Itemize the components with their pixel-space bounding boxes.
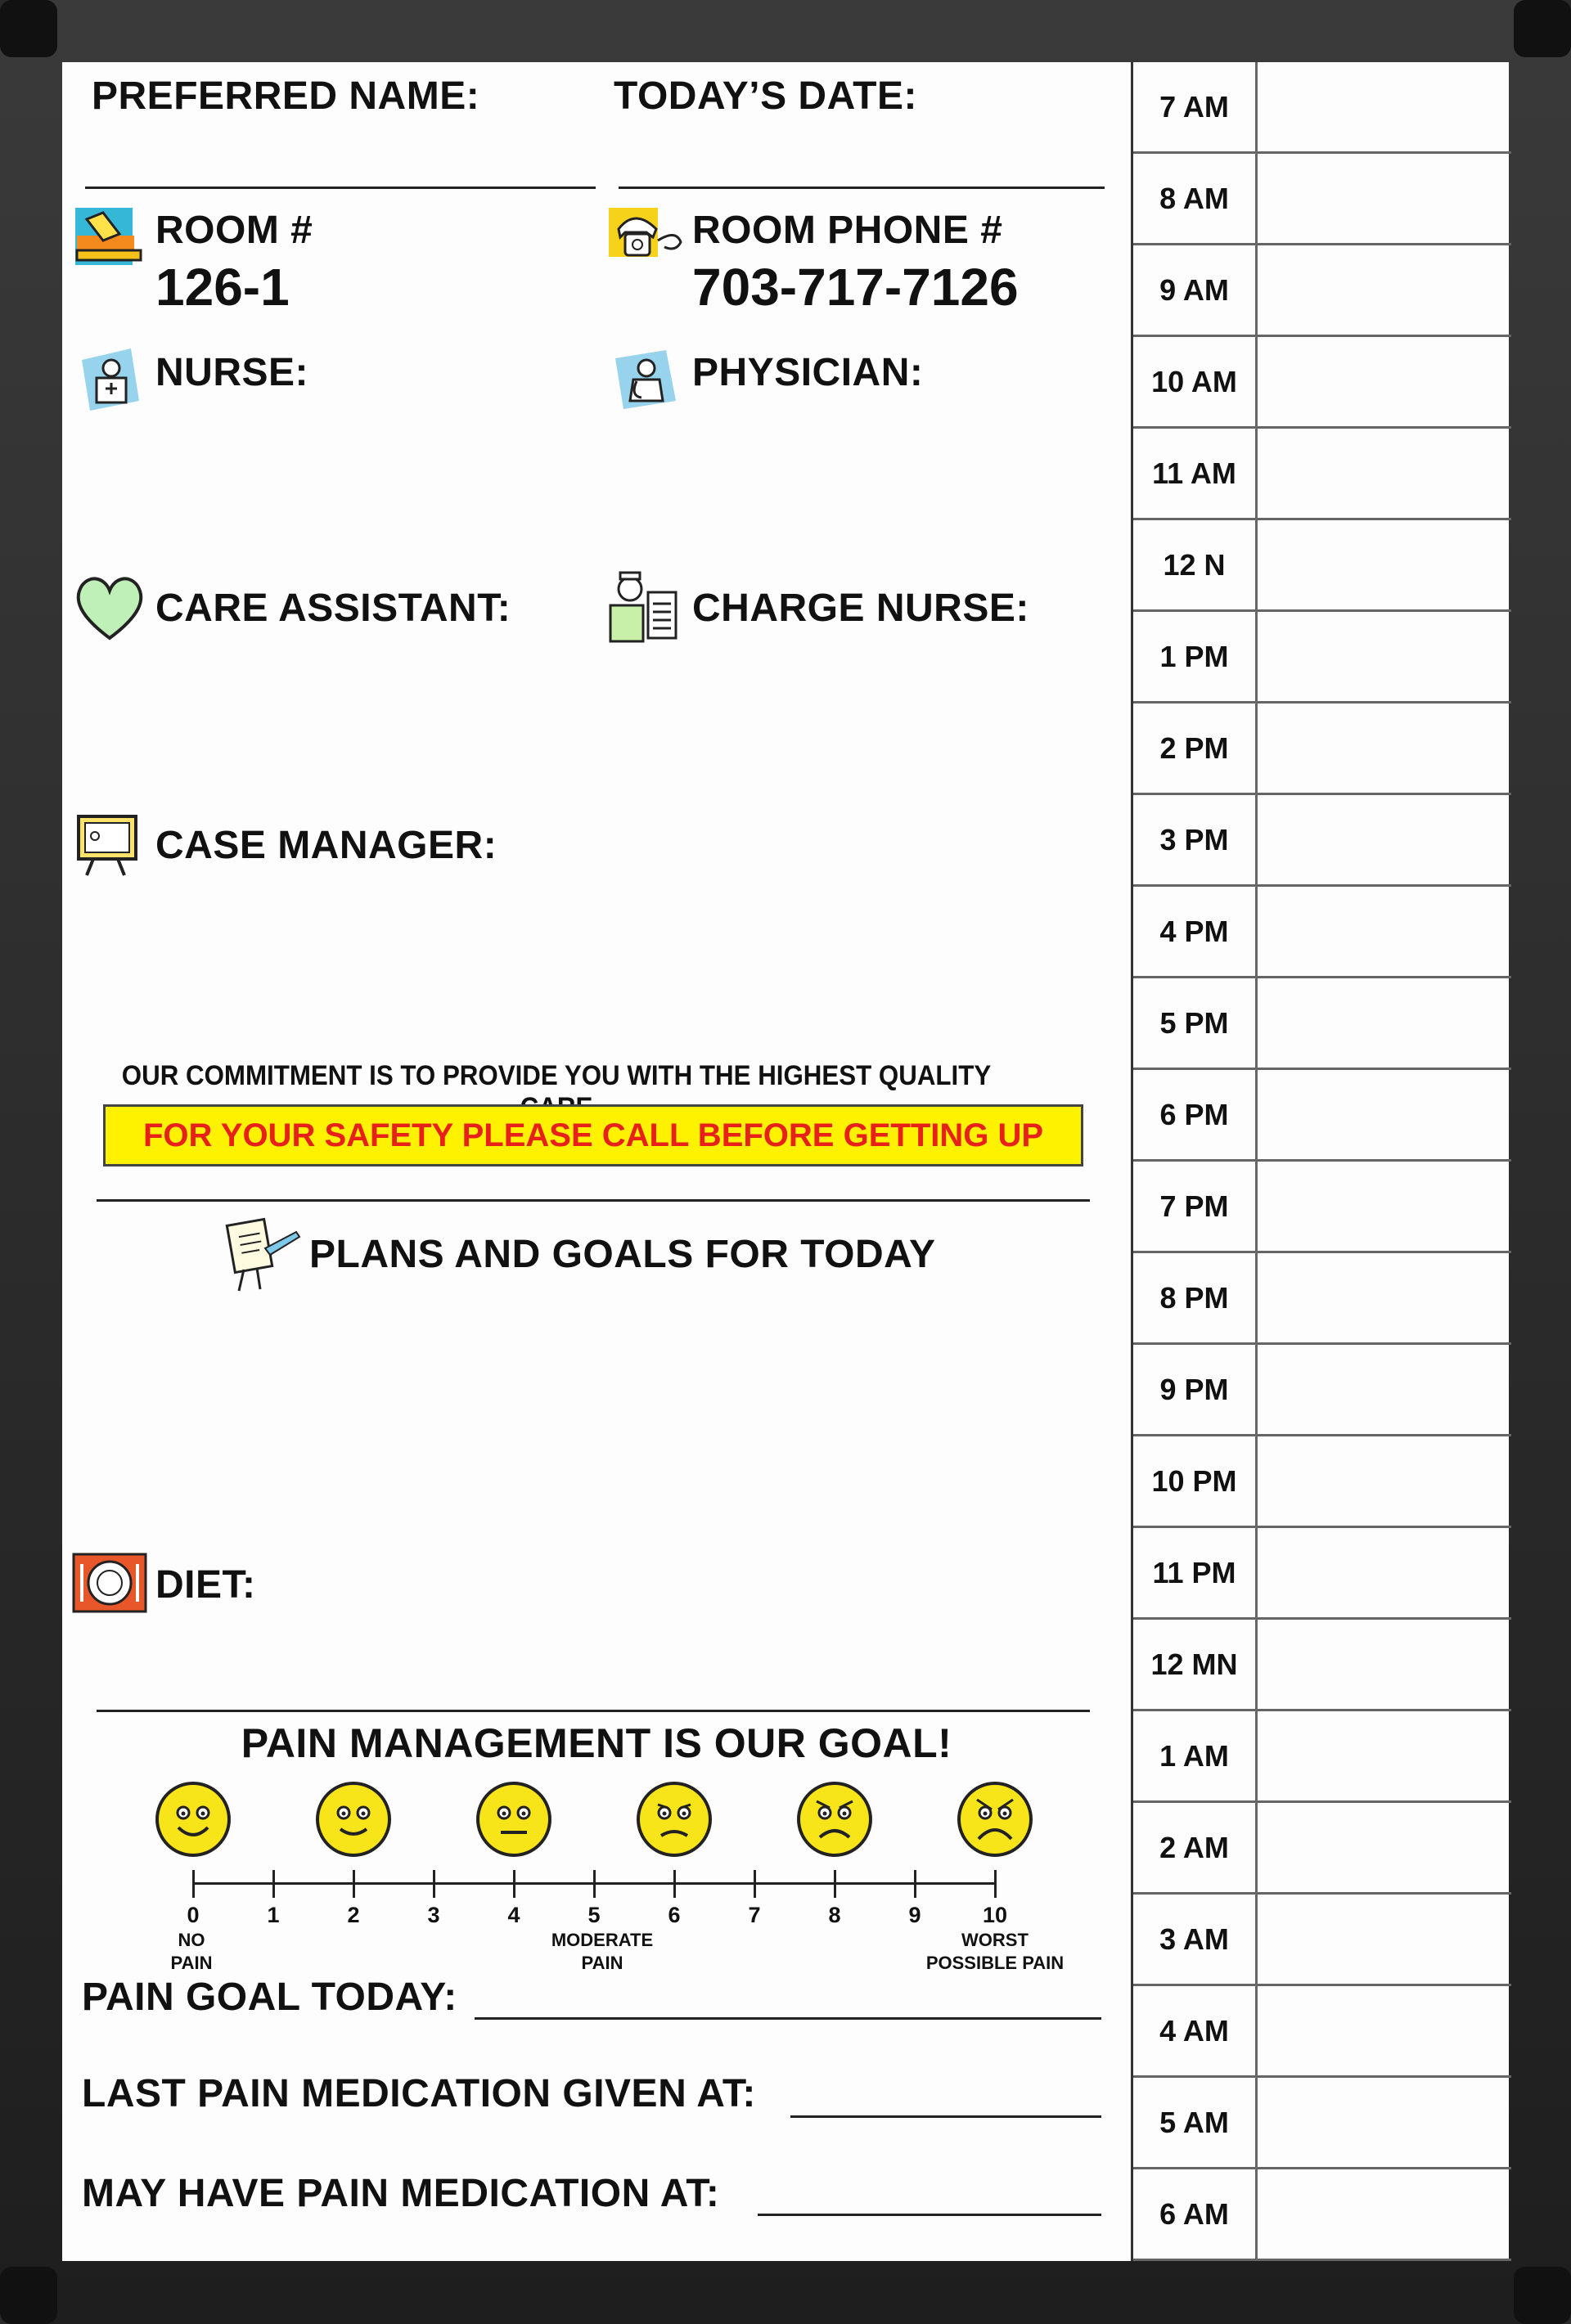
schedule-time: 11 AM	[1133, 429, 1258, 518]
plate-icon	[70, 1549, 149, 1616]
schedule-row	[1133, 337, 1511, 429]
scale-number: 4	[507, 1903, 520, 1927]
scale-tick	[834, 1870, 836, 1898]
room-label: ROOM #	[155, 209, 313, 252]
moderate-line-2: PAIN	[581, 1953, 623, 1973]
schedule-row	[1133, 62, 1511, 154]
notepad-icon	[223, 1216, 304, 1297]
schedule-row	[1133, 703, 1511, 795]
charge-nurse-icon	[605, 564, 687, 646]
charge-nurse-label: CHARGE NURSE:	[692, 587, 1029, 630]
scale-number: 1	[267, 1903, 280, 1927]
schedule-slot[interactable]	[1258, 795, 1511, 884]
scale-number: 5	[587, 1903, 601, 1927]
scale-tick	[593, 1870, 596, 1898]
phone-icon	[607, 205, 686, 270]
schedule-slot[interactable]	[1258, 978, 1511, 1068]
pain-goal-label: PAIN GOAL TODAY:	[82, 1976, 457, 2019]
scale-number: 7	[748, 1903, 761, 1927]
diet-label: DIET:	[155, 1563, 256, 1607]
schedule-slot[interactable]	[1258, 2169, 1511, 2259]
schedule-time: 12 N	[1133, 520, 1258, 609]
patient-info-panel	[62, 62, 1131, 2261]
scale-tick	[673, 1870, 676, 1898]
scale-number: 9	[908, 1903, 921, 1927]
may-have-med-label: MAY HAVE PAIN MEDICATION AT:	[82, 2172, 720, 2215]
schedule-time: 10 PM	[1133, 1436, 1258, 1526]
schedule-time: 8 AM	[1133, 154, 1258, 243]
bed-icon	[70, 203, 146, 276]
schedule-row	[1133, 1162, 1511, 1253]
preferred-name-line[interactable]	[85, 187, 596, 189]
schedule-slot[interactable]	[1258, 1620, 1511, 1709]
no-pain-label	[151, 1929, 232, 1975]
schedule-time: 6 AM	[1133, 2169, 1258, 2259]
schedule-row	[1133, 1528, 1511, 1620]
schedule-row	[1133, 429, 1511, 520]
schedule-slot[interactable]	[1258, 1711, 1511, 1800]
scale-tick	[353, 1870, 355, 1898]
schedule-slot[interactable]	[1258, 887, 1511, 976]
scale-tick	[192, 1870, 195, 1898]
schedule-time: 5 PM	[1133, 978, 1258, 1068]
todays-date-label: TODAY’S DATE:	[614, 74, 917, 118]
last-pain-med-label: LAST PAIN MEDICATION GIVEN AT:	[82, 2072, 756, 2115]
room-number: 126-1	[155, 258, 290, 317]
safety-text: FOR YOUR SAFETY PLEASE CALL BEFORE GETTING UP	[142, 1117, 1044, 1153]
pain-goal-line[interactable]	[475, 2017, 1101, 2020]
whiteboard	[62, 62, 1509, 2261]
pain-face-icon	[795, 1780, 874, 1859]
schedule-slot[interactable]	[1258, 1345, 1511, 1434]
schedule-slot[interactable]	[1258, 337, 1511, 426]
schedule-slot[interactable]	[1258, 154, 1511, 243]
schedule-time: 3 AM	[1133, 1895, 1258, 1984]
schedule-time: 10 AM	[1133, 337, 1258, 426]
scale-number: 8	[828, 1903, 841, 1927]
physician-icon	[605, 344, 684, 414]
schedule-row	[1133, 1070, 1511, 1162]
room-phone-number: 703-717-7126	[692, 258, 1019, 317]
schedule-time: 12 MN	[1133, 1620, 1258, 1709]
moderate-line-1: MODERATE	[551, 1930, 654, 1950]
schedule-slot[interactable]	[1258, 245, 1511, 335]
worst-line-1: WORST	[961, 1930, 1029, 1950]
commitment-text: OUR COMMITMENT IS TO PROVIDE YOU WITH THE HIGHEST QUALITY	[121, 1060, 992, 1091]
plans-goals-label: PLANS AND GOALS FOR TODAY	[309, 1233, 936, 1276]
schedule-slot[interactable]	[1258, 703, 1511, 793]
schedule-slot[interactable]	[1258, 429, 1511, 518]
schedule-time: 5 AM	[1133, 2078, 1258, 2167]
schedule-slot[interactable]	[1258, 1895, 1511, 1984]
pain-face-icon	[154, 1780, 232, 1859]
schedule-row	[1133, 1711, 1511, 1803]
schedule-row	[1133, 2078, 1511, 2169]
schedule-slot[interactable]	[1258, 1528, 1511, 1617]
frame-corner	[1514, 0, 1571, 57]
scale-tick	[433, 1870, 435, 1898]
schedule-time: 1 PM	[1133, 612, 1258, 701]
nurse-label: NURSE:	[155, 351, 309, 394]
schedule-row	[1133, 154, 1511, 245]
schedule-time: 2 AM	[1133, 1803, 1258, 1892]
scale-tick	[994, 1870, 997, 1898]
schedule-row	[1133, 1620, 1511, 1711]
heart-icon	[70, 569, 149, 643]
divider	[97, 1199, 1090, 1202]
schedule-row	[1133, 1436, 1511, 1528]
case-manager-label: CASE MANAGER:	[155, 824, 497, 867]
scale-number: 2	[347, 1903, 360, 1927]
no-pain-line-2: PAIN	[170, 1953, 213, 1973]
pain-face-icon	[475, 1780, 553, 1859]
schedule-time: 3 PM	[1133, 795, 1258, 884]
moderate-pain-label	[537, 1929, 668, 1975]
schedule-slot[interactable]	[1258, 520, 1511, 609]
schedule-time: 1 AM	[1133, 1711, 1258, 1800]
schedule-time: 8 PM	[1133, 1253, 1258, 1342]
frame-corner	[0, 0, 57, 57]
worst-pain-label	[905, 1929, 1085, 1975]
schedule-slot[interactable]	[1258, 1162, 1511, 1251]
no-pain-line-1: NO	[178, 1930, 205, 1950]
schedule-row	[1133, 2169, 1511, 2261]
schedule-row	[1133, 1803, 1511, 1895]
scale-number: 6	[668, 1903, 681, 1927]
schedule-slot[interactable]	[1258, 1436, 1511, 1526]
schedule-row	[1133, 612, 1511, 703]
hourly-schedule	[1131, 62, 1509, 2261]
pain-face-icon	[956, 1780, 1034, 1859]
schedule-time: 9 AM	[1133, 245, 1258, 335]
safety-banner	[103, 1104, 1083, 1166]
schedule-slot[interactable]	[1258, 2078, 1511, 2167]
schedule-row	[1133, 520, 1511, 612]
schedule-time: 4 AM	[1133, 1986, 1258, 2075]
frame-corner	[1514, 2267, 1571, 2324]
scale-number: 0	[187, 1903, 200, 1927]
pain-title: PAIN MANAGEMENT IS OUR GOAL!	[241, 1720, 952, 1766]
scale-tick	[754, 1870, 756, 1898]
schedule-time: 4 PM	[1133, 887, 1258, 976]
may-have-med-line[interactable]	[758, 2214, 1101, 2216]
last-pain-med-line[interactable]	[790, 2115, 1101, 2118]
schedule-row	[1133, 978, 1511, 1070]
schedule-time: 2 PM	[1133, 703, 1258, 793]
schedule-slot[interactable]	[1258, 612, 1511, 701]
schedule-slot[interactable]	[1258, 1070, 1511, 1159]
scale-tick	[513, 1870, 515, 1898]
schedule-row	[1133, 1895, 1511, 1986]
divider	[97, 1710, 1090, 1712]
schedule-row	[1133, 795, 1511, 887]
schedule-time: 7 AM	[1133, 62, 1258, 151]
preferred-name-label: PREFERRED NAME:	[92, 74, 480, 118]
schedule-row	[1133, 887, 1511, 978]
nurse-icon	[74, 344, 146, 414]
case-manager-icon	[74, 811, 142, 880]
schedule-row	[1133, 1345, 1511, 1436]
schedule-time: 6 PM	[1133, 1070, 1258, 1159]
physician-label: PHYSICIAN:	[692, 351, 924, 394]
schedule-row	[1133, 1253, 1511, 1345]
worst-line-2: POSSIBLE PAIN	[925, 1953, 1065, 1973]
pain-face-icon	[635, 1780, 713, 1859]
frame-corner	[0, 2267, 57, 2324]
pain-face-icon	[314, 1780, 393, 1859]
room-phone-label: ROOM PHONE #	[692, 209, 1003, 252]
schedule-slot[interactable]	[1258, 1803, 1511, 1892]
care-assistant-label: CARE ASSISTANT:	[155, 587, 511, 630]
schedule-time: 9 PM	[1133, 1345, 1258, 1434]
scale-number: 3	[427, 1903, 440, 1927]
scale-number: 10	[982, 1903, 1008, 1927]
schedule-row	[1133, 245, 1511, 337]
schedule-slot[interactable]	[1258, 62, 1511, 151]
scale-tick	[272, 1870, 275, 1898]
schedule-row	[1133, 1986, 1511, 2078]
schedule-time: 7 PM	[1133, 1162, 1258, 1251]
schedule-time: 11 PM	[1133, 1528, 1258, 1617]
todays-date-line[interactable]	[619, 187, 1105, 189]
schedule-slot[interactable]	[1258, 1986, 1511, 2075]
scale-tick	[914, 1870, 916, 1898]
schedule-slot[interactable]	[1258, 1253, 1511, 1342]
